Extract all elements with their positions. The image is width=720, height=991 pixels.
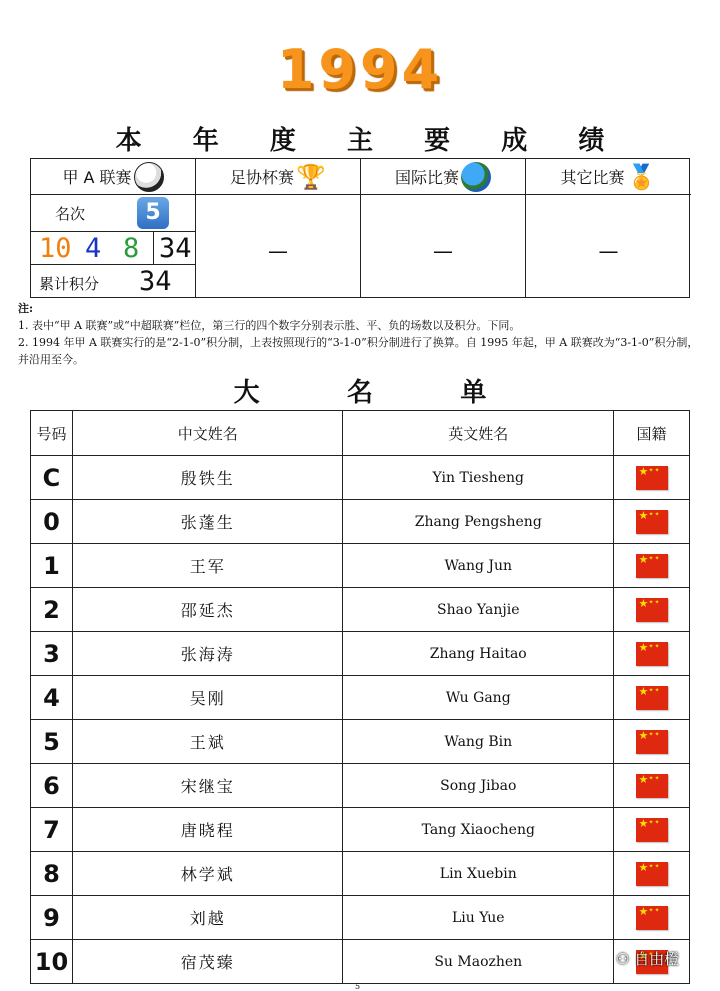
player-english-name: Tang Xiaocheng bbox=[343, 808, 614, 852]
player-chinese-name: 吴刚 bbox=[72, 676, 342, 720]
player-english-name: Song Jibao bbox=[343, 764, 614, 808]
player-english-name: Liu Yue bbox=[343, 896, 614, 940]
china-flag-icon bbox=[636, 466, 668, 490]
table-row bbox=[31, 588, 690, 632]
player-english-name: Lin Xuebin bbox=[343, 852, 614, 896]
player-chinese-name: 殷铁生 bbox=[72, 456, 342, 500]
table-row bbox=[31, 852, 690, 896]
player-chinese-name: 宿茂臻 bbox=[72, 940, 342, 984]
title-char: 本 bbox=[115, 126, 142, 156]
player-nationality bbox=[614, 676, 690, 720]
china-flag-icon bbox=[636, 554, 668, 578]
player-number: 4 bbox=[31, 676, 73, 720]
china-flag-icon bbox=[636, 642, 668, 666]
other-column bbox=[526, 159, 691, 297]
player-number: 7 bbox=[31, 808, 73, 852]
trophy-icon: 🏆 bbox=[296, 162, 326, 191]
player-number: 5 bbox=[31, 720, 73, 764]
china-flag-icon bbox=[636, 730, 668, 754]
player-chinese-name: 王军 bbox=[72, 544, 342, 588]
player-nationality bbox=[614, 808, 690, 852]
player-chinese-name: 林学斌 bbox=[72, 852, 342, 896]
page-number: 5 bbox=[355, 982, 361, 991]
title-char: 单 bbox=[460, 378, 487, 408]
player-nationality bbox=[614, 632, 690, 676]
title-char: 大 bbox=[233, 378, 260, 408]
player-chinese-name: 王斌 bbox=[72, 720, 342, 764]
table-row bbox=[31, 808, 690, 852]
note-1: 1. 表中“甲 A 联赛”或“中超联赛”栏位，第三行的四个数字分别表示胜、平、负的场数以及积分。下同。 bbox=[18, 319, 521, 332]
title-char: 度 bbox=[269, 126, 296, 156]
international-column bbox=[361, 159, 526, 297]
table-row bbox=[31, 500, 690, 544]
china-flag-icon bbox=[636, 906, 668, 930]
player-nationality bbox=[614, 896, 690, 940]
roster-body bbox=[31, 456, 690, 984]
china-flag-icon bbox=[636, 774, 668, 798]
watermark-text: 自由橙 bbox=[634, 950, 680, 968]
player-number: 6 bbox=[31, 764, 73, 808]
player-nationality bbox=[614, 500, 690, 544]
losses-value: 8 bbox=[123, 233, 140, 264]
table-row bbox=[31, 896, 690, 940]
player-chinese-name: 邵延杰 bbox=[72, 588, 342, 632]
header-number: 号码 bbox=[31, 411, 73, 456]
player-number: 1 bbox=[31, 544, 73, 588]
player-english-name: Shao Yanjie bbox=[343, 588, 614, 632]
league-label: 甲 A 联赛 bbox=[62, 168, 132, 187]
title-char: 主 bbox=[346, 126, 373, 156]
china-flag-icon bbox=[636, 510, 668, 534]
rank-label: 名次 bbox=[55, 205, 86, 223]
player-nationality bbox=[614, 764, 690, 808]
roster-table bbox=[30, 410, 690, 984]
player-nationality bbox=[614, 544, 690, 588]
table-row bbox=[31, 544, 690, 588]
rank-badge: 5 bbox=[137, 197, 169, 229]
table-row bbox=[31, 764, 690, 808]
soccer-ball-icon bbox=[134, 162, 164, 192]
total-points-value: 34 bbox=[139, 266, 172, 297]
player-chinese-name: 张海涛 bbox=[72, 632, 342, 676]
table-row bbox=[31, 456, 690, 500]
notes-heading: 注: bbox=[18, 302, 34, 315]
table-row bbox=[31, 720, 690, 764]
player-nationality bbox=[614, 588, 690, 632]
player-nationality bbox=[614, 720, 690, 764]
player-nationality bbox=[614, 852, 690, 896]
table-row bbox=[31, 940, 690, 984]
player-chinese-name: 唐晓程 bbox=[72, 808, 342, 852]
league-header bbox=[31, 159, 195, 195]
header-nationality: 国籍 bbox=[614, 411, 690, 456]
player-number: 10 bbox=[31, 940, 73, 984]
wins-value: 10 bbox=[39, 233, 72, 264]
china-flag-icon bbox=[636, 598, 668, 622]
international-result: — bbox=[433, 239, 453, 263]
honors-table bbox=[30, 158, 690, 298]
player-english-name: Wang Jun bbox=[343, 544, 614, 588]
player-english-name: Yin Tiesheng bbox=[343, 456, 614, 500]
other-header bbox=[526, 159, 691, 195]
china-flag-icon bbox=[636, 818, 668, 842]
cup-result: — bbox=[268, 239, 288, 263]
player-english-name: Wang Bin bbox=[343, 720, 614, 764]
china-flag-icon bbox=[636, 686, 668, 710]
international-label: 国际比赛 bbox=[394, 168, 459, 187]
title-char: 绩 bbox=[578, 126, 605, 156]
title-char: 名 bbox=[346, 378, 373, 408]
player-chinese-name: 刘越 bbox=[72, 896, 342, 940]
win-draw-loss-row bbox=[31, 231, 196, 265]
medal-icon: 🏅 bbox=[626, 162, 657, 191]
honors-section-title bbox=[0, 120, 720, 157]
header-chinese-name: 中文姓名 bbox=[72, 411, 342, 456]
player-number: 9 bbox=[31, 896, 73, 940]
player-number: C bbox=[31, 456, 73, 500]
cup-header bbox=[196, 159, 360, 195]
player-number: 8 bbox=[31, 852, 73, 896]
watermark bbox=[616, 948, 716, 972]
player-english-name: Su Maozhen bbox=[343, 940, 614, 984]
player-chinese-name: 张蓬生 bbox=[72, 500, 342, 544]
player-number: 3 bbox=[31, 632, 73, 676]
draws-value: 4 bbox=[85, 233, 102, 264]
note-2: 2. 1994 年甲 A 联赛实行的是“2-1-0”积分制，上表按照现行的“3-1-0”积分制进行了换算。自 1995 年起，甲 A 联赛改为“3-1-0”积分制，并沿用至今。 bbox=[18, 336, 699, 366]
title-char: 要 bbox=[424, 126, 451, 156]
cup-label: 足协杯赛 bbox=[230, 168, 295, 187]
other-label: 其它比赛 bbox=[560, 168, 625, 187]
roster-section-title bbox=[0, 372, 720, 409]
player-english-name: Wu Gang bbox=[343, 676, 614, 720]
header-english-name: 英文姓名 bbox=[343, 411, 614, 456]
rank-row bbox=[31, 195, 196, 231]
season-year: 1994 bbox=[276, 38, 444, 101]
notes bbox=[18, 300, 708, 368]
cup-column bbox=[196, 159, 361, 297]
player-number: 2 bbox=[31, 588, 73, 632]
player-number: 0 bbox=[31, 500, 73, 544]
cell-divider bbox=[153, 232, 154, 264]
title-char: 成 bbox=[501, 126, 528, 156]
player-english-name: Zhang Haitao bbox=[343, 632, 614, 676]
player-chinese-name: 宋继宝 bbox=[72, 764, 342, 808]
total-points-row bbox=[31, 265, 196, 297]
title-char: 年 bbox=[192, 126, 219, 156]
international-header bbox=[361, 159, 525, 195]
player-english-name: Zhang Pengsheng bbox=[343, 500, 614, 544]
league-column bbox=[31, 159, 196, 297]
other-result: — bbox=[598, 239, 619, 263]
points-value: 34 bbox=[159, 233, 192, 264]
total-points-label: 累计积分 bbox=[39, 275, 100, 293]
wechat-icon: ⚇ bbox=[616, 950, 630, 968]
table-row bbox=[31, 632, 690, 676]
china-flag-icon bbox=[636, 862, 668, 886]
roster-header-row bbox=[31, 411, 690, 456]
table-row bbox=[31, 676, 690, 720]
player-nationality bbox=[614, 456, 690, 500]
globe-icon bbox=[461, 162, 491, 192]
